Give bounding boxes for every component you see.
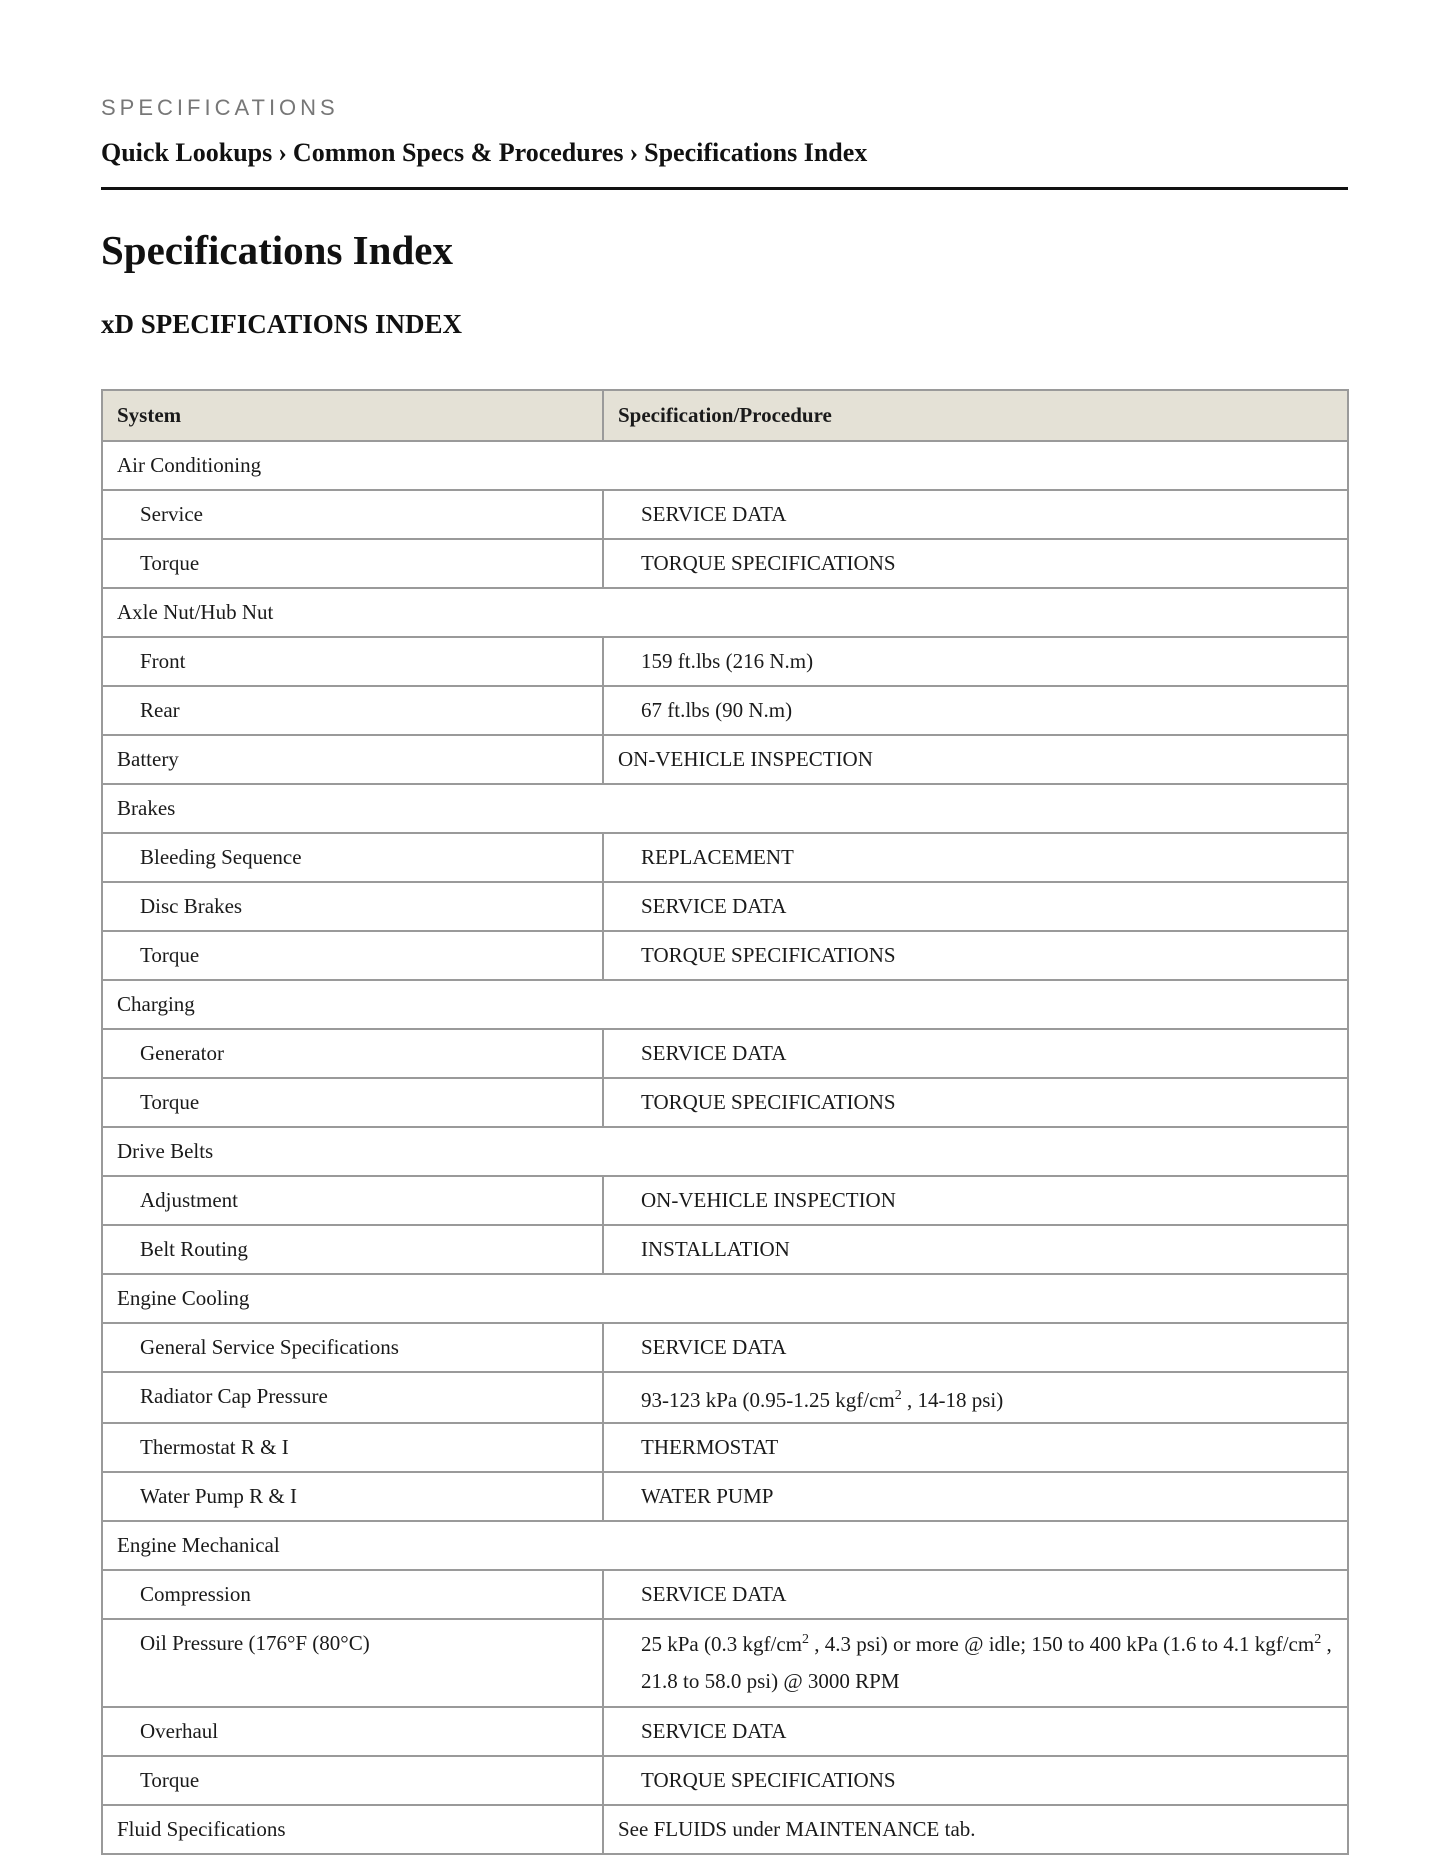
table-row [102,1176,1348,1225]
table-row [102,882,1348,931]
superscript: 2 [1314,1632,1322,1647]
row-spec-link[interactable]: INSTALLATION [603,1225,1348,1274]
breadcrumb-item-common-specs[interactable]: Common Specs & Procedures [292,138,624,167]
row-spec-link[interactable]: SERVICE DATA [603,1570,1348,1619]
row-system: Battery [102,735,603,784]
row-spec-link[interactable]: ON-VEHICLE INSPECTION [603,1176,1348,1225]
table-row [102,735,1348,784]
table-row [102,1323,1348,1372]
table-group-row [102,1521,1348,1570]
breadcrumb-item-quick-lookups[interactable]: Quick Lookups [101,138,273,167]
header-divider [101,187,1348,190]
breadcrumb [101,138,867,168]
row-spec-value [603,1619,1348,1707]
spec-text: 93-123 kPa (0.95-1.25 kgf/cm [641,1388,895,1412]
row-system: Service [102,490,603,539]
row-spec-link[interactable]: SERVICE DATA [603,882,1348,931]
superscript: 2 [801,1632,809,1647]
table-group-row [102,588,1348,637]
table-row [102,1078,1348,1127]
row-system: Compression [102,1570,603,1619]
group-label: Drive Belts [102,1127,1348,1176]
table-row [102,1756,1348,1805]
table-group-row [102,1127,1348,1176]
row-system: Disc Brakes [102,882,603,931]
group-label: Engine Mechanical [102,1521,1348,1570]
row-system: Overhaul [102,1707,603,1756]
table-group-row [102,980,1348,1029]
group-label: Charging [102,980,1348,1029]
group-label: Engine Cooling [102,1274,1348,1323]
section-kicker: SPECIFICATIONS [101,95,339,120]
table-row [102,539,1348,588]
row-spec-link[interactable]: SERVICE DATA [603,1323,1348,1372]
row-spec-link[interactable]: ON-VEHICLE INSPECTION [603,735,1348,784]
row-spec-link[interactable]: REPLACEMENT [603,833,1348,882]
row-system: Bleeding Sequence [102,833,603,882]
breadcrumb-separator: › [629,138,639,167]
row-spec-link[interactable]: SERVICE DATA [603,1029,1348,1078]
table-row [102,1570,1348,1619]
specifications-table [101,389,1349,1855]
row-spec-link[interactable]: THERMOSTAT [603,1423,1348,1472]
row-spec-link[interactable]: SERVICE DATA [603,490,1348,539]
row-system: Torque [102,931,603,980]
group-label: Brakes [102,784,1348,833]
table-row [102,1423,1348,1472]
column-header-system: System [102,390,603,441]
row-spec-link[interactable]: TORQUE SPECIFICATIONS [603,539,1348,588]
table-row [102,1029,1348,1078]
row-spec-value [603,1372,1348,1423]
row-system: Belt Routing [102,1225,603,1274]
row-spec-link[interactable]: TORQUE SPECIFICATIONS [603,1078,1348,1127]
table-row [102,931,1348,980]
table-row [102,1619,1348,1707]
breadcrumb-separator: › [278,138,287,167]
table-group-row [102,441,1348,490]
row-spec-value: 159 ft.lbs (216 N.m) [603,637,1348,686]
table-row [102,637,1348,686]
table-group-row [102,784,1348,833]
row-system: Oil Pressure (176°F (80°C) [102,1619,603,1707]
row-system: Adjustment [102,1176,603,1225]
superscript: 2 [894,1388,902,1403]
table-header-row [102,390,1348,441]
row-system: Torque [102,539,603,588]
row-spec-value: See FLUIDS under MAINTENANCE tab. [603,1805,1348,1854]
spec-text: , 21.8 to 58.0 psi) @ 3000 RPM [641,1632,1332,1693]
spec-text: , 4.3 psi) or more @ idle; 150 to 400 kPa (1.6 to 4.1 kgf/cm [808,1632,1315,1656]
row-system: Torque [102,1756,603,1805]
row-spec-link[interactable]: SERVICE DATA [603,1707,1348,1756]
row-system: Front [102,637,603,686]
group-label: Air Conditioning [102,441,1348,490]
spec-text: 25 kPa (0.3 kgf/cm [641,1632,802,1656]
spec-text: , 14-18 psi) [901,1388,1004,1412]
row-system: Radiator Cap Pressure [102,1372,603,1423]
row-system: Generator [102,1029,603,1078]
row-system: Thermostat R & I [102,1423,603,1472]
table-row [102,1472,1348,1521]
page-title: Specifications Index [101,227,453,273]
table-row [102,1805,1348,1854]
column-header-specification: Specification/Procedure [603,390,1348,441]
row-system: Torque [102,1078,603,1127]
row-spec-link[interactable]: TORQUE SPECIFICATIONS [603,931,1348,980]
table-row [102,1707,1348,1756]
row-spec-link[interactable]: WATER PUMP [603,1472,1348,1521]
table-row [102,490,1348,539]
group-label: Axle Nut/Hub Nut [102,588,1348,637]
row-system: Water Pump R & I [102,1472,603,1521]
table-group-row [102,1274,1348,1323]
table-row [102,1225,1348,1274]
row-system: Rear [102,686,603,735]
row-system: General Service Specifications [102,1323,603,1372]
breadcrumb-item-specifications-index[interactable]: Specifications Index [644,138,868,167]
row-spec-link[interactable]: TORQUE SPECIFICATIONS [603,1756,1348,1805]
page-subtitle: xD SPECIFICATIONS INDEX [101,309,463,339]
table-row [102,1372,1348,1423]
row-system: Fluid Specifications [102,1805,603,1854]
table-row [102,686,1348,735]
row-spec-value: 67 ft.lbs (90 N.m) [603,686,1348,735]
table-row [102,833,1348,882]
